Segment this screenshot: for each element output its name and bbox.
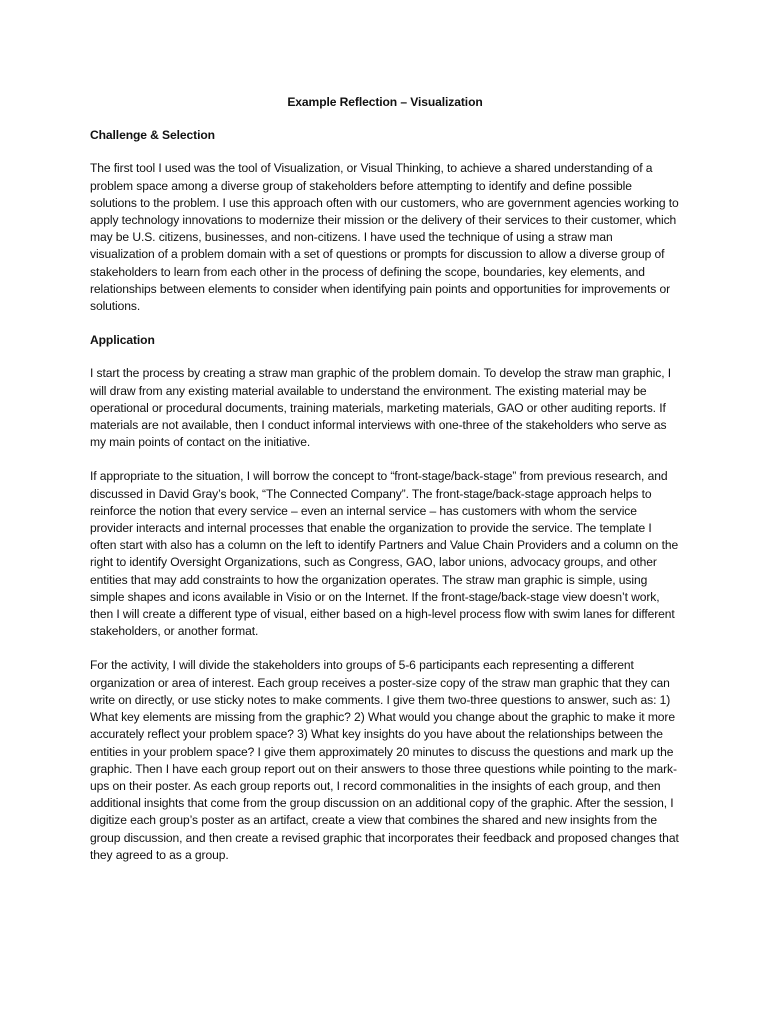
section-heading-application: Application xyxy=(90,333,155,348)
document-title: Example Reflection – Visualization xyxy=(287,95,483,109)
document-page xyxy=(90,94,680,881)
section-challenge-selection xyxy=(90,127,680,315)
paragraph-group-activity: For the activity, I will divide the stakeholders into groups of 5-6 participants each representing a different organization or area of interest. Each group receives a poster-size copy of the straw man graphic that they can write on directly, or use sticky notes to make comments. I give them two-three questions to answer, such as: 1) What key elements are missing from the graphic? 2) What would you change about the graphic to make it more accurately reflect your problem space? 3) What key insights do you have about the relationships between the entities in your problem space? I give them approximately 20 minutes to discuss the questions and mark up the graphic. Then I have each group report out on their answers to those three questions while pointing to the mark-ups on their poster. As each group reports out, I record commonalities in the insights of each group, and then additional insights that come from the group discussion on an additional copy of the graphic. After the session, I digitize each group’s poster as an artifact, create a view that combines the shared and new insights from the group discussion, and then create a revised graphic that incorporates their feedback and proposed changes that they agreed to as a group. xyxy=(90,658,679,862)
section-heading-challenge-selection: Challenge & Selection xyxy=(90,128,215,143)
section-application xyxy=(90,332,680,864)
paragraph-straw-man-process: I start the process by creating a straw man graphic of the problem domain. To develop the straw man graphic, I will draw from any existing material available to understand the environment. The existing material may be operational or procedural documents, training materials, marketing materials, GAO or other auditing reports. If materials are not available, then I conduct informal interviews with one-three of the stakeholders who serve as my main points of contact on the initiative. xyxy=(90,366,671,450)
paragraph-front-stage-back-stage: If appropriate to the situation, I will borrow the concept to “front-stage/back-stage” from previous research, and discussed in David Gray’s book, “The Connected Company”. The front-stage/back-stage approach helps to reinforce the notion that every service – even an internal service – has customers with whom the service provider interacts and internal processes that enable the organization to provide the service. The template I often start with also has a column on the left to identify Partners and Value Chain Providers and a column on the right to identify Oversight Organizations, such as Congress, GAO, labor unions, advocacy groups, and other entities that may add constraints to how the organization operates. The straw man graphic is simple, using simple shapes and icons available in Visio or on the Internet. If the front-stage/back-stage view doesn’t work, then I will create a different type of visual, either based on a high-level process flow with swim lanes for different stakeholders, or another format. xyxy=(90,469,679,639)
paragraph-visualization-intro: The first tool I used was the tool of Visualization, or Visual Thinking, to achieve a shared understanding of a problem space among a diverse group of stakeholders before attempting to identify and define possible solutions to the problem. I use this approach often with our customers, who are government agencies working to apply technology innovations to modernize their mission or the delivery of their services to their customer, which may be U.S. citizens, businesses, and non-citizens. I have used the technique of using a straw man visualization of a problem domain with a set of questions or prompts for discussion to allow a diverse group of stakeholders to learn from each other in the process of defining the scope, boundaries, key elements, and relationships between elements to consider when identifying pain points and opportunities for improvements or solutions. xyxy=(90,161,679,314)
